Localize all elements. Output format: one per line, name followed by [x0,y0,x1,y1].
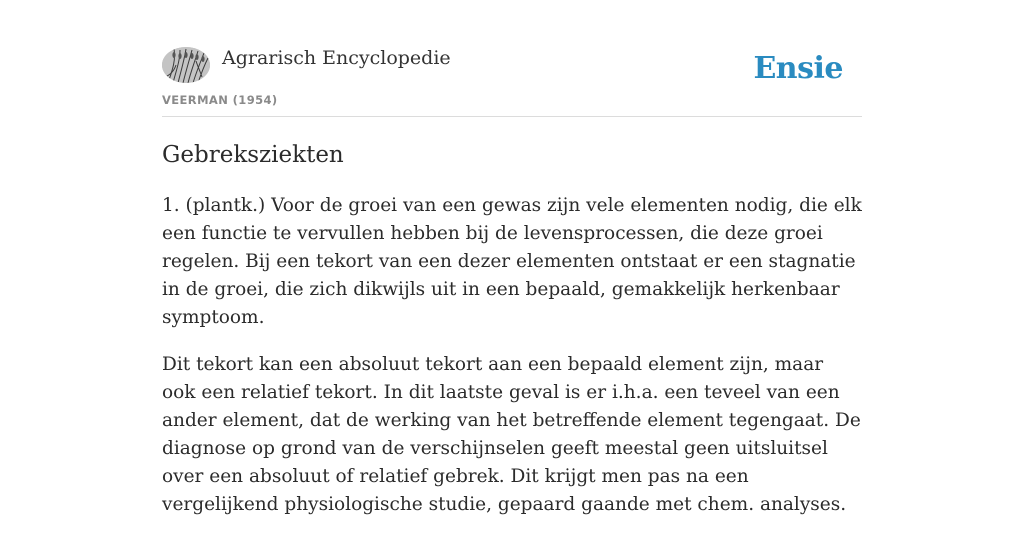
article-title: Gebreksziekten [162,142,344,168]
article-paragraph: 1. (plantk.) Voor de groei van een gewas zijn vele elementen nodig, die elk een functie te vervullen hebben bij de levensprocessen, die deze groei regelen. Bij een tekort van een dezer elementen ontstaat er een stagnatie in de groei, die zich dikwijls uit in een bepaald, gemakkelijk herkenbaar symptoom. [162,195,862,328]
article-paragraph: Dit tekort kan een absoluut tekort aan een bepaald element zijn, maar ook een relatief tekort. In dit laatste geval is er i.h.a. een teveel van een ander element, dat de werking van het betreffende element tegengaat. De diagnose op grond van de verschijnselen geeft meestal geen uitsluitsel over een absoluut of relatief gebrek. Dit krijgt men pas na een vergelijkend physiologische studie, gepaard gaande met chem. analyses. [162,354,861,515]
source-title-link[interactable]: Agrarisch Encyclopedie [222,47,451,69]
page [162,0,862,515]
source-author-year: VEERMAN (1954) [162,93,278,107]
wheat-illustration-icon [162,47,210,83]
article-body [162,192,862,538]
source-header [162,0,862,117]
ensie-logo-link[interactable]: Ensie [753,51,843,86]
